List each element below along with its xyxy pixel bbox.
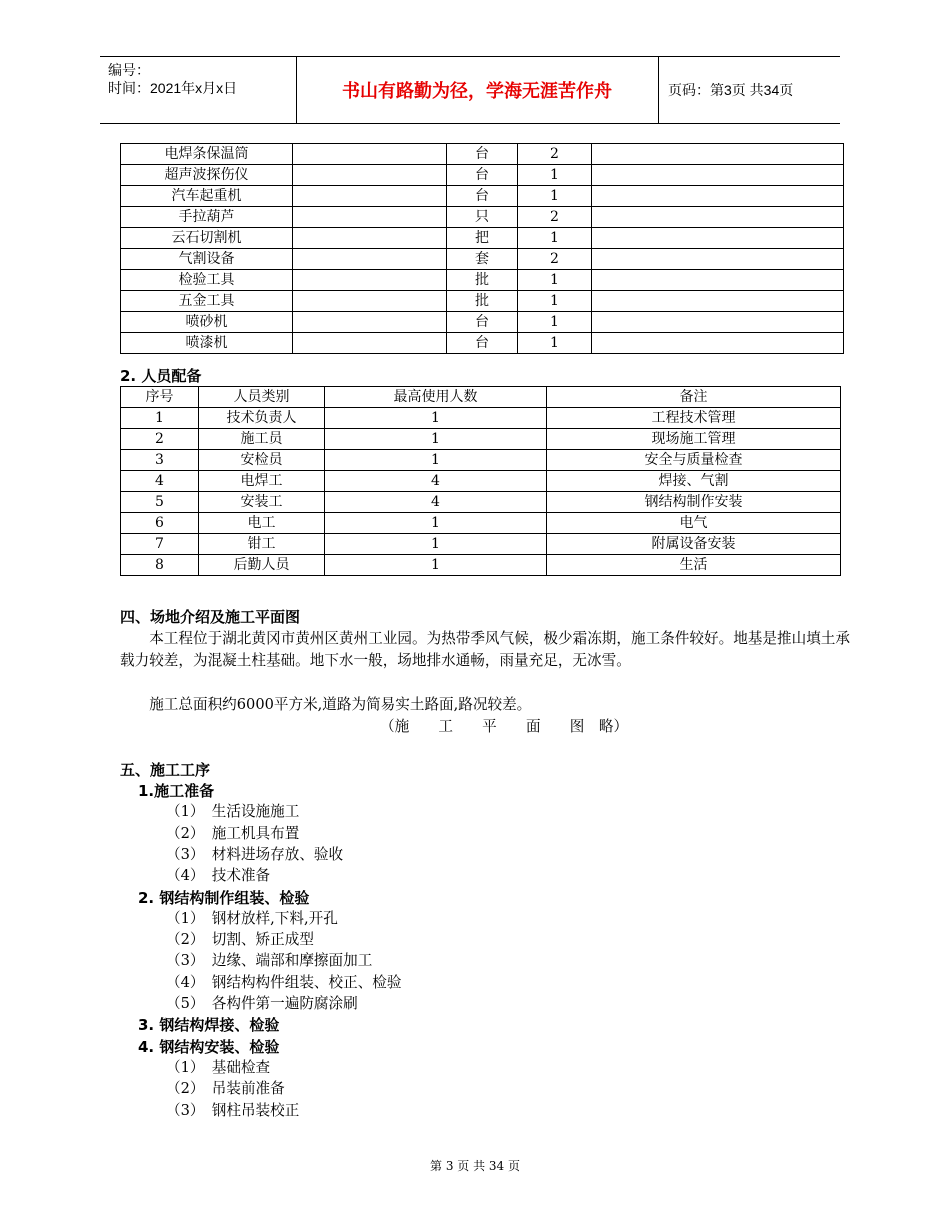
equipment-unit: 台: [447, 186, 518, 207]
header-motto: 书山有路勤为径，学海无涯苦作舟: [342, 81, 612, 102]
equipment-unit: 台: [447, 312, 518, 333]
step-item: （3） 边缘、端部和摩擦面加工: [166, 952, 373, 970]
table-row: [121, 513, 841, 534]
equipment-name: 喷砂机: [121, 312, 293, 333]
header-max: 最高使用人数: [325, 387, 547, 408]
staff-category: 钳工: [199, 534, 325, 555]
equipment-spec: [293, 186, 447, 207]
equipment-note: [592, 144, 844, 165]
table-row: [121, 408, 841, 429]
step-item: （3） 材料进场存放、验收: [166, 845, 344, 863]
equipment-qty: 1: [518, 333, 592, 354]
equipment-note: [592, 249, 844, 270]
equipment-spec: [293, 249, 447, 270]
equipment-note: [592, 291, 844, 312]
section4-paragraph-1: 本工程位于湖北黄冈市黄州区黄州工业园。为热带季风气候，极少霜冻期，施工条件较好。地基是推山填土承载力较差，为混凝土柱基础。地下水一般，场地排水通畅，雨量充足，无冰雪。: [120, 630, 850, 669]
table-row: [121, 249, 844, 270]
table-row: [121, 228, 844, 249]
step-item: （2） 吊装前准备: [166, 1080, 285, 1098]
equipment-qty: 1: [518, 270, 592, 291]
equipment-unit: 批: [447, 270, 518, 291]
header-page-info: 页码：第3页 共34页: [668, 82, 794, 98]
equipment-note: [592, 228, 844, 249]
staff-table: [120, 386, 841, 576]
equipment-note: [592, 333, 844, 354]
equipment-name: 云石切割机: [121, 228, 293, 249]
equipment-qty: 1: [518, 186, 592, 207]
equipment-qty: 2: [518, 249, 592, 270]
figure-note: （施 工 平 面 图 略）: [380, 718, 629, 735]
table-row: [121, 291, 844, 312]
equipment-name: 气割设备: [121, 249, 293, 270]
equipment-qty: 1: [518, 312, 592, 333]
step-item: （5） 各构件第一遍防腐涂刷: [166, 995, 358, 1012]
page-footer: 第 3 页 共 34 页: [430, 1159, 520, 1173]
equipment-name: 喷漆机: [121, 333, 293, 354]
table-row: [121, 333, 844, 354]
equipment-spec: [293, 228, 447, 249]
staff-no: 5: [121, 492, 199, 513]
staff-note: 电气: [547, 513, 841, 534]
table-row: [121, 429, 841, 450]
equipment-spec: [293, 165, 447, 186]
equipment-name: 手拉葫芦: [121, 207, 293, 228]
staff-max: 1: [325, 555, 547, 576]
equipment-name: 五金工具: [121, 291, 293, 312]
header-divider: [658, 57, 659, 123]
staff-category: 后勤人员: [199, 555, 325, 576]
equipment-qty: 1: [518, 165, 592, 186]
staff-category: 施工员: [199, 429, 325, 450]
staff-no: 8: [121, 555, 199, 576]
staff-no: 1: [121, 408, 199, 429]
time-label: 时间：2021年x月x日: [108, 80, 238, 96]
step-item: （2） 切割、矫正成型: [166, 931, 314, 949]
serial-label: 编号：: [108, 62, 150, 78]
section4-paragraph-2: 施工总面积约6000平方米,道路为简易实土路面,路况较差。: [149, 696, 532, 713]
equipment-table: [120, 143, 844, 354]
staff-max: 1: [325, 513, 547, 534]
staff-note: 焊接、气割: [547, 471, 841, 492]
staff-no: 4: [121, 471, 199, 492]
staff-category: 安检员: [199, 450, 325, 471]
staff-max: 4: [325, 492, 547, 513]
step-heading: 1.施工准备: [138, 782, 215, 800]
equipment-unit: 台: [447, 144, 518, 165]
staff-no: 7: [121, 534, 199, 555]
staff-no: 6: [121, 513, 199, 534]
header-category: 人员类别: [199, 387, 325, 408]
header-left: [108, 61, 237, 97]
equipment-unit: 只: [447, 207, 518, 228]
table-row: [121, 555, 841, 576]
table-row: [121, 492, 841, 513]
staff-note: 附属设备安装: [547, 534, 841, 555]
staff-category: 技术负责人: [199, 408, 325, 429]
staff-no: 2: [121, 429, 199, 450]
step-item: （2） 施工机具布置: [166, 824, 300, 842]
equipment-spec: [293, 270, 447, 291]
staff-category: 电工: [199, 513, 325, 534]
step-heading: 3. 钢结构焊接、检验: [138, 1016, 280, 1035]
equipment-name: 汽车起重机: [121, 186, 293, 207]
equipment-unit: 台: [447, 333, 518, 354]
staff-heading: 2. 人员配备: [120, 367, 202, 385]
table-row: [121, 270, 844, 291]
step-item: （4） 钢结构构件组装、校正、检验: [166, 973, 402, 991]
staff-max: 4: [325, 471, 547, 492]
table-row: [121, 165, 844, 186]
equipment-spec: [293, 207, 447, 228]
equipment-unit: 台: [447, 165, 518, 186]
equipment-spec: [293, 333, 447, 354]
step-item: （1） 基础检查: [166, 1058, 271, 1076]
page-header: [100, 56, 840, 124]
section5-title: 五、施工工序: [120, 761, 211, 779]
equipment-qty: 1: [518, 228, 592, 249]
equipment-unit: 批: [447, 291, 518, 312]
step-item: （1） 生活设施施工: [166, 803, 300, 821]
equipment-qty: 2: [518, 144, 592, 165]
table-row: [121, 450, 841, 471]
equipment-spec: [293, 291, 447, 312]
equipment-spec: [293, 312, 447, 333]
equipment-note: [592, 270, 844, 291]
equipment-note: [592, 312, 844, 333]
equipment-qty: 2: [518, 207, 592, 228]
step-item: （3） 钢柱吊装校正: [166, 1101, 300, 1119]
header-note: 备注: [547, 387, 841, 408]
staff-note: 工程技术管理: [547, 408, 841, 429]
equipment-name: 超声波探伤仪: [121, 165, 293, 186]
header-no: 序号: [121, 387, 199, 408]
staff-note: 生活: [547, 555, 841, 576]
staff-note: 钢结构制作安装: [547, 492, 841, 513]
section4-title: 四、场地介绍及施工平面图: [120, 608, 301, 626]
table-row: [121, 144, 844, 165]
staff-note: 现场施工管理: [547, 429, 841, 450]
equipment-name: 检验工具: [121, 270, 293, 291]
step-heading: 2. 钢结构制作组装、检验: [138, 888, 310, 907]
equipment-note: [592, 207, 844, 228]
staff-max: 1: [325, 429, 547, 450]
table-header-row: [121, 387, 841, 408]
step-item: （4） 技术准备: [166, 867, 271, 885]
equipment-spec: [293, 144, 447, 165]
equipment-name: 电焊条保温筒: [121, 144, 293, 165]
staff-no: 3: [121, 450, 199, 471]
table-row: [121, 312, 844, 333]
staff-category: 电焊工: [199, 471, 325, 492]
staff-category: 安装工: [199, 492, 325, 513]
table-row: [121, 471, 841, 492]
table-row: [121, 186, 844, 207]
step-item: （1） 钢材放样,下料,开孔: [166, 909, 338, 927]
equipment-unit: 把: [447, 228, 518, 249]
staff-max: 1: [325, 450, 547, 471]
step-heading: 4. 钢结构安装、检验: [138, 1037, 280, 1056]
equipment-note: [592, 165, 844, 186]
table-row: [121, 534, 841, 555]
equipment-note: [592, 186, 844, 207]
staff-note: 安全与质量检查: [547, 450, 841, 471]
equipment-unit: 套: [447, 249, 518, 270]
staff-max: 1: [325, 534, 547, 555]
table-row: [121, 207, 844, 228]
equipment-qty: 1: [518, 291, 592, 312]
staff-max: 1: [325, 408, 547, 429]
